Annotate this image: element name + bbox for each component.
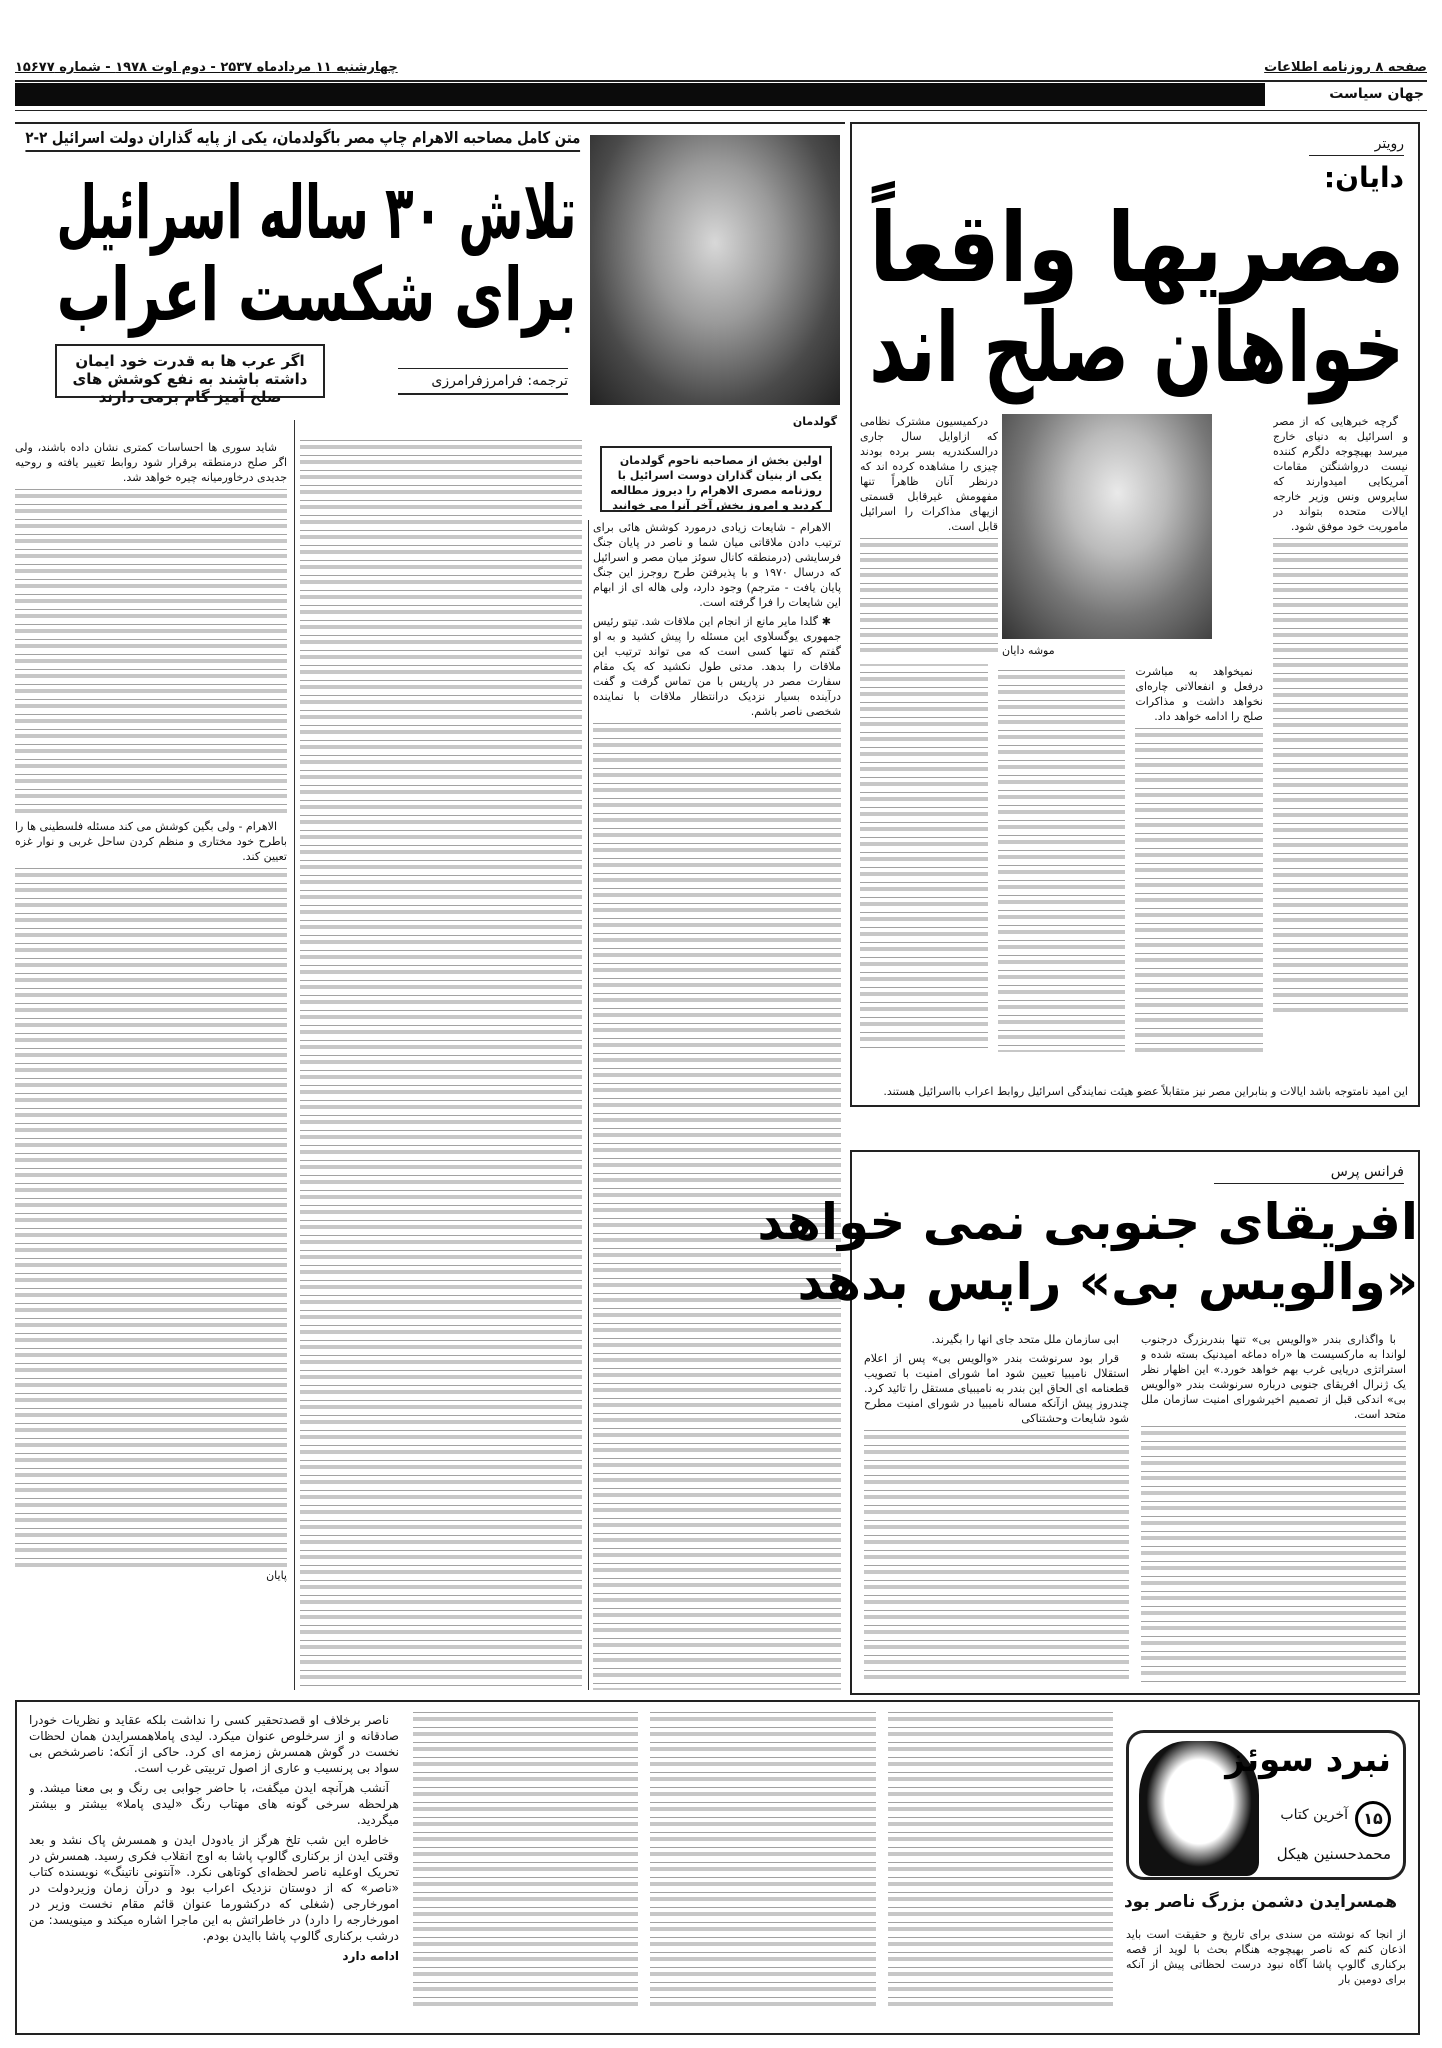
dayan-source: رویتر	[1309, 136, 1404, 156]
text-lines	[1141, 1426, 1406, 1682]
goldmann-series-title: متن کامل مصاحبه الاهرام چاپ مصر باگولدمان، یکی از پایه گذاران دولت اسرائیل ۲-۲	[25, 128, 580, 152]
walvis-paragraph: ابی سازمان ملل متحد جای انها را بگیرند.	[931, 1333, 1119, 1346]
text-lines	[15, 489, 287, 819]
dayan-column-top-left	[860, 414, 998, 659]
dayan-photo	[1002, 414, 1212, 639]
walvis-source: فرانس پرس	[1214, 1164, 1404, 1184]
suez-paragraph: ناصر برخلاف او قصدتحقیر کسی را نداشت بلکه عقاید و نظریات خودرا صادقانه و از سرخلوص عنوان میکرد. لیدی پاملاهمسرایدن همان لحظات نخست در گوش همسرش زمزمه ای کرد. حاکی از آنکه: ناصرشخص بی سواد بی پرنسیب و عاری از اصول تربیتی غرب است.	[29, 1713, 399, 1775]
suez-article	[15, 1700, 1420, 2035]
suez-headline: همسرایدن دشمن بزرگ ناصر بود	[1123, 1892, 1398, 1912]
dayan-paragraph: گرچه خبرهایی که از مصر و اسرائیل به دنیای خارج میرسد بهیچوجه دلگرم کننده نیست درواشنگتن مقامات آمریکایی امیدوارند که سایروس ونس وزیر خارجه ایالات متحده بتواند در ماموریت خود موفق شود.	[1273, 415, 1408, 533]
goldmann-end-mark: پایان	[266, 1569, 287, 1582]
section-title: جهان سیاست	[1329, 86, 1424, 102]
walvis-headline-1: افریقای جنوبی نمی خواهد	[757, 1193, 1418, 1251]
goldmann-paragraph: الاهرام - ولی بگین کوشش می کند مسئله فلسطینی ها را باطرح خود مختاری و منظم کردن ساحل غربی و نوار غزه تعیین کند.	[15, 820, 287, 863]
text-lines	[300, 440, 582, 1690]
walvis-paragraph: قرار بود سرنوشت بندر «والویس بی» پس از اعلام استقلال نامیبیا تعیین شود اما شورای امنیت با تصویب قطعنامه ای الحاق این بندر به نامیبیای مستقل را تائید کرد. چندروز پیش ازآنکه مساله نامیبیا در شورای امنیت مطرح شود شایعات وحشتناکی	[864, 1352, 1129, 1425]
goldmann-top-rule	[15, 122, 845, 124]
goldmann-translator: ترجمه: فرامرزفرامرزی	[398, 368, 568, 395]
section-banner	[15, 83, 1265, 106]
suez-author: محمدحسنین هیکل	[1276, 1845, 1391, 1863]
text-lines	[15, 868, 287, 1568]
dayan-last-line: این امید نامتوجه باشد ایالات و بنابراین مصر نیز متقابلاً عضو هیئت نمایندگی اسرائیل روابط اعراب بااسرائیل هستند.	[883, 1085, 1408, 1098]
dayan-photo-caption: موشه دایان	[1002, 644, 1055, 657]
suez-end-mark: ادامه دارد	[342, 1949, 399, 1963]
suez-book-label: آخرین کتاب	[1280, 1807, 1348, 1823]
dayan-headline-2: خواهان صلح اند	[869, 292, 1404, 404]
goldmann-headline-2: برای شکست اعراب	[57, 252, 577, 338]
dayan-column-1	[1273, 414, 1408, 1084]
text-lines	[413, 1712, 1113, 2012]
dayan-headline-1: مصریها واقعاً	[868, 192, 1404, 304]
goldmann-paragraph: شاید سوری ها احساسات کمتری نشان داده باشند، ولی اگر صلح درمنطقه برقرار شود روابط تغییر یافته و روحیه جدیدی درخاورمیانه چیره خواهد شد.	[15, 441, 287, 484]
goldmann-column-1	[593, 520, 841, 1690]
walvis-article	[757, 1150, 1420, 1695]
suez-logo-box	[1126, 1730, 1406, 1880]
suez-paragraph: خاطره این شب تلخ هرگز از یادودل ایدن و همسرش پاک نشد و بعد وقتی ایدن از برکناری گالوپ پاشا به اوج انقلاب فکری رسید. همسرش در تحریک اوعلیه ناصر لحظه‌ای کوتاهی نکرد. «آنتونی ناتینگ» نویسنده کتاب «ناصر» که از دوستان نزدیک اعراب بود و درآن زمان وزیردولت در امورخارجی (شغلی که درکشورما عنوان قائم مقام نخست وزیر در امورخارجه را دارد) در خاطراتش به این ماجرا اشاره میکند و مینویسد: من درشب برکناری گالوپ پاشا باایدن بودم.	[29, 1833, 399, 1943]
goldmann-column-2	[300, 440, 582, 1690]
goldmann-subhead: اگر عرب ها به قدرت خود ایمان داشته باشند به نفع کوشش های صلح آمیز گام برمی دارند	[55, 344, 325, 398]
suez-column-last	[29, 1712, 399, 2022]
walvis-headline-2: «والویس بی» راپس بدهد	[797, 1253, 1418, 1311]
dayan-columns-lower	[860, 664, 1263, 1074]
walvis-column-2	[864, 1332, 1129, 1682]
walvis-column-1	[1141, 1332, 1406, 1682]
goldmann-paragraph: الاهرام - شایعات زیادی درمورد کوشش هائی برای ترتیب دادن ملاقاتی میان شما و ناصر در پایان جنگ فرسایشی (درمنطقه کانال سوئز میان مصر و اسرائیل که درسال ۱۹۷۰ و با پذیرفتن طرح روجرز این جنگ پایان یافت - مترجم) وجود دارد، ولی هاله ای از ابهام این شایعات را فرا گرفته است.	[593, 521, 841, 609]
goldmann-paragraph: ✱ گلدا مایر مانع از انجام این ملاقات شد. تیتو رئیس جمهوری یوگسلاوی این مسئله را پیش کشید و به او گفتم که تنها کسی است که می تواند ترتیب این ملاقات را بدهد. مدتی طول نکشید که یک مقام سفارت مصر در پاریس با من تماس گرفت و گفت درآینده بسیار نزدیک درانتظار ملاقات با نماینده شخصی ناصر باشم.	[593, 615, 841, 718]
episode-badge: ۱۵	[1355, 1801, 1391, 1837]
date-issue: چهارشنبه ۱۱ مردادماه ۲۵۳۷ - دوم اوت ۱۹۷۸ - شماره ۱۵۶۷۷	[15, 60, 398, 75]
masthead-rule-bottom	[15, 110, 1427, 111]
walvis-paragraph: با واگذاری بندر «والویس بی» تنها بندربزرگ درجنوب لواندا به مارکسیست ها «راه دماغه امیدنیک بسته شده و استراتژی دریایی غرب بهم خواهد خورد.» این اظهار نظر یک ژنرال افریقای جنوبی درباره سرنوشت بندر «والویس بی» اندکی قبل از تصمیم اخیرشورای امنیت سازمان ملل متحد است.	[1141, 1333, 1406, 1421]
suez-paragraph: آنشب هرآنچه ایدن میگفت، با حاضر جوابی بی رنگ و بی معنا میشد. و هرلحظه سرخی گونه های مهتاب رنگ «لیدی پاملا» بیشتر و بیشتر میگردید.	[29, 1781, 399, 1827]
goldmann-column-3	[15, 440, 287, 1690]
text-lines	[1273, 538, 1408, 1018]
dayan-kicker: دایان:	[1323, 161, 1404, 194]
goldmann-photo-caption: گولدمان	[792, 415, 837, 428]
suez-middle-columns	[413, 1712, 1113, 2022]
goldmann-intro-box: اولین بخش از مصاحبه ناحوم گولدمان یکی از بنیان گذاران دوست اسرائیل با روزنامه مصری الاهرام را دیروز مطالعه کردید و امروز بخش آخر آنرا می خوانید	[600, 446, 832, 512]
masthead-rule	[15, 80, 1427, 82]
column-divider	[294, 420, 295, 1690]
suez-lead: از انجا که نوشته من سندی برای تاریخ و حقیقت است باید اذعان کنم که ناصر بهیچوجه هنگام بحث با لوید از قصه برکناری گالوپ پاشا آگاه نبود درست لحظاتی پیش از آنکه برای دومین بار	[1126, 1928, 1406, 1986]
page-label: صفحه ۸ روزنامه اطلاعات	[1264, 60, 1427, 75]
text-lines	[860, 538, 998, 658]
text-lines	[864, 1430, 1129, 1682]
column-divider	[588, 520, 589, 1690]
dayan-article	[850, 122, 1420, 1107]
goldmann-headline-1: تلاش ۳۰ ساله اسرائیل	[57, 170, 577, 256]
dayan-paragraph: نمیخواهد به مباشرت درفعل و انفعالاتی چاره‌ای نخواهد داشت و مذاکرات صلح را ادامه خواهد داد.	[1135, 665, 1263, 723]
suez-series-title: نبرد سوئز	[1225, 1740, 1391, 1780]
goldmann-photo	[590, 135, 840, 405]
dayan-paragraph: درکمیسیون مشترک نظامی که ازاوایل سال جاری درالسکندریه بسر برده بودند چیزی را مشاهده کرده اند که درنظر آنان ظاهراً تنها مفهومش غیرقابل قسمتی ازیهای مذاکرات را اسرائیل قابل است.	[860, 415, 998, 533]
